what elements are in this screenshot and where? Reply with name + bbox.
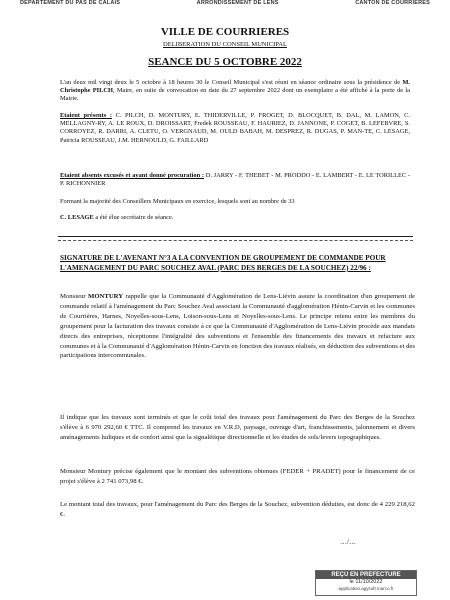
rapporteur-name: MONTURY (88, 293, 124, 300)
p1-text-start: Monsieur (60, 293, 89, 300)
secretaire-paragraph (60, 214, 410, 222)
header-row (20, 0, 430, 8)
excuses-label: Etaient absents excusés et ayant donné procuration : (60, 172, 205, 179)
intro-text-end: , Maire, en suite de convocation en date du 27 septembre 2022 dont un exemplaire a été affiché à la porte de la Mairie. (60, 87, 410, 103)
president-name: M. Christophe PILCH (60, 79, 410, 95)
presents-paragraph (60, 112, 410, 145)
divider (58, 236, 413, 237)
p1-text: rappelle que la Communauté d'Agglomération de Lens-Liévin assure la coordination d'un groupement de commande relatif à l'aménagement du Parc Souchez Aval associant la Communauté d'agglomération Hénin-Carvin et les communes de Courrières, Harnes, Noyelles-sous-Lens, Loison-sous-Lens et Noyelles-sous-Lens. Le principe retenu entre les membres du groupement pour la facturation des travaux consiste à ce que la Communauté d'Agglomération de Lens-Liévin procède aux mandats directs des entreprises, réceptionne l'intégralité des subventions et l'ensemble des financements des travaux et refacture aux communes et à la Communauté d'Agglomération Hénin-Carvin en fonction des travaux réalisés, en déduction des subventions et des participations intercommunales. (60, 293, 415, 360)
divider-dashed (58, 240, 413, 241)
paragraph-rappel (60, 292, 415, 361)
excuses-list: D. JARRY - F. THEBET - M. PRODDO - E. LAMBERT - E. LE TORILLEC - P. RICHONNIER (60, 172, 411, 188)
deliberation-subtitle: DELIBERATION DU CONSEIL MUNICIPAL (163, 41, 287, 48)
paragraph-travaux: Il indique que les travaux sont terminés et que le coût total des travaux pour l'aménagement du Parc des Berges de la Souchez s'élève à 6 970 292,60 € TTC. Il comprend les travaux en V.R.D, paysage, ouvrage d'art, franchissements, jalonnement et divers aménagements ludiques et de confort ainsi que la signalétique directionnelle et les études de sols/levers topographiques. (60, 414, 415, 441)
prefecture-stamp (315, 570, 417, 596)
secretaire-text: a été élue secrétaire de séance. (93, 214, 174, 221)
intro-text: L'an deux mil vingt deux le 5 octobre à 18 heures 30 le Conseil Municipal s'est réuni en séance ordinaire sous la présidence de (60, 79, 403, 86)
secretaire-name: C. LESAGE (60, 214, 94, 221)
paragraph-subventions: Monsieur Montury précise également que le montant des subventions obtenues (FEDER + PRADET) pour le financement de ce projet s'élève à 2 741 073,98 €. (60, 468, 415, 485)
header-canton: CANTON DE COURRIERES (355, 0, 430, 6)
presents-list: C. PILCH, D. MONTURY, E. THIDERVILLE, P. FROGET, D. BLOCQUET, B. DAL, M. LAMON, C. MELLAGNY-RY, A. LE ROUX, D. DROISSART, Fredek ROUSSEAU, F. HAURIEZ, D. JANNONE, P. COGET, B. LEFEBVRE, S. CORROYEZ, R. DARRI, A. CLETU, O. VERGNAUD, M. OULD BABAH, M. DESPREZ, R. DUGAS, P. MAN-TE, C. LESAGE, Patricia ROUSSEAU, J.M. HERNOULD, G. FAILLARD (60, 112, 410, 144)
stamp-title: REÇU EN PREFECTURE (316, 571, 416, 579)
page-title: VILLE DE COURRIERES (160, 26, 290, 38)
presents-label: Etaient présents : (60, 112, 112, 119)
majorite-paragraph: Formant la majorité des Conseillers Municipaux en exercice, lesquels sont au nombre de 33 (60, 198, 295, 205)
header-arrondissement: ARRONDISSEMENT DE LENS (196, 0, 279, 6)
stamp-source: application.agysoft.marco.fr (338, 586, 394, 591)
intro-paragraph (60, 79, 410, 104)
section-heading: SIGNATURE DE L'AVENANT N°3 A LA CONVENTION DE GROUPEMENT DE COMMANDE POUR L'AMENAGEMENT DU PARC SOUCHEZ AVAL (PARC DES BERGES DE LA SOUCHEZ) 22/96 : (60, 254, 386, 272)
paragraph-montant: Le montant total des travaux, pour l'aménagement du Parc des Berges de la Souchez, subvention déduites, est donc de 4 229 218,62 €. (60, 501, 415, 518)
excuses-paragraph (60, 172, 410, 188)
header-department: DEPARTEMENT DU PAS DE CALAIS (20, 0, 121, 6)
stamp-date: le 11/10/2022 (349, 579, 383, 585)
continuation-mark: …/… (340, 538, 356, 546)
seance-date: SEANCE DU 5 OCTOBRE 2022 (148, 56, 302, 68)
